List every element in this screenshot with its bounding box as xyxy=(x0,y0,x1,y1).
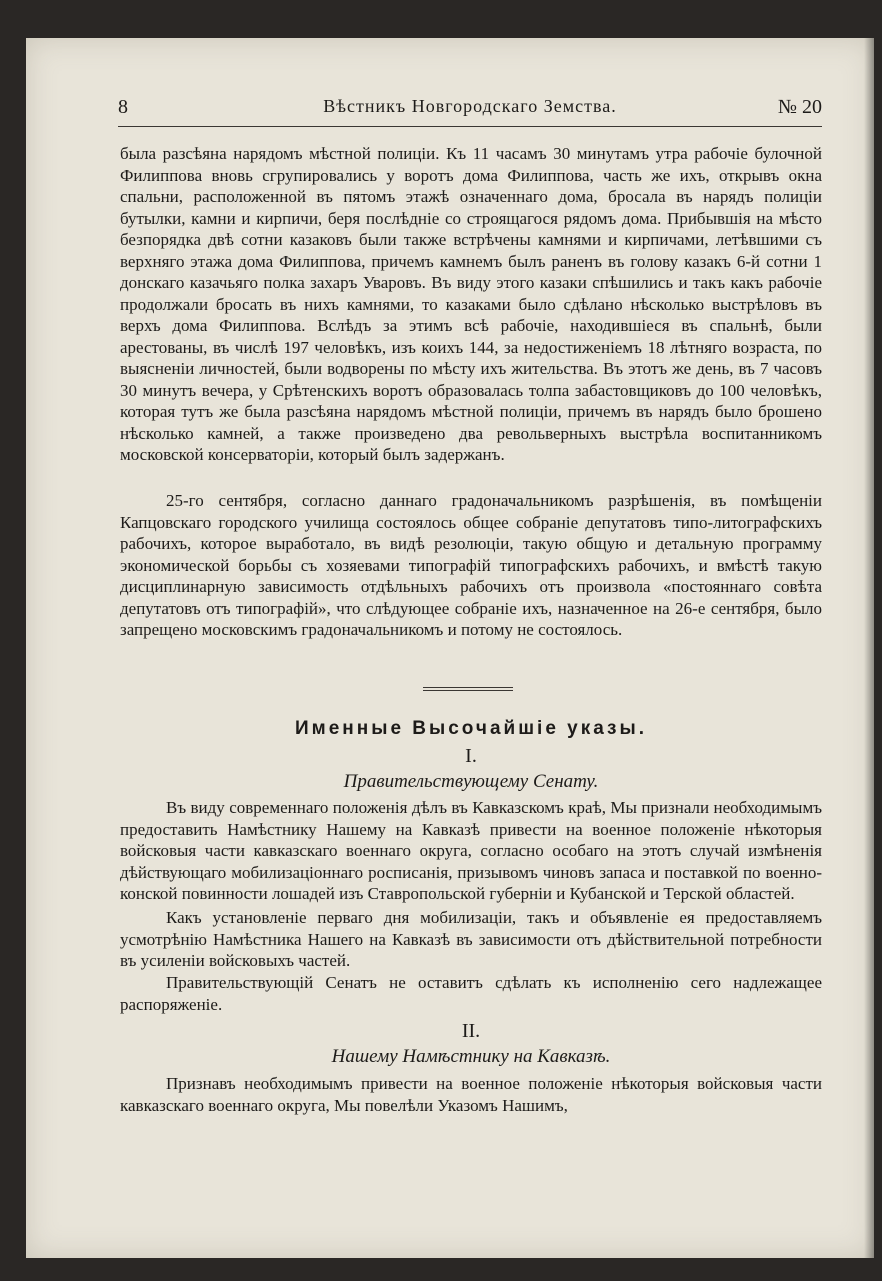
journal-title: Вѣстникъ Новгородскаго Земства. xyxy=(323,96,617,116)
decree-2-paragraph-1: Признавъ необходимымъ привести на военное положеніе нѣкоторыя войсковыя части кавказскаго военнаго округа, Мы повелѣли Указомъ Нашимъ, xyxy=(120,1074,822,1115)
part-2-numeral: II. xyxy=(461,1020,481,1042)
book-page xyxy=(26,38,874,1258)
page-number: 8 xyxy=(118,96,128,118)
section-divider xyxy=(423,687,513,693)
decree-1-paragraph-3: Правительствующій Сенатъ не оставитъ сдѣлать къ исполненію сего надлежащее распоряженіе. xyxy=(120,973,822,1014)
page-edge-shadow xyxy=(864,38,874,1258)
part-2-addressee: Нашему Намѣстнику на Кавказѣ. xyxy=(331,1046,611,1067)
issue-number: № 20 xyxy=(777,96,822,118)
header-rule xyxy=(118,126,822,127)
body-paragraph-2: 25-го сентября, согласно даннаго градоначальникомъ разрѣшенія, въ помѣщеніи Капцовскаго городского училища состоялось общее собраніе депутатовъ типо-литографскихъ рабочихъ, которое выработало, въ видѣ резолюціи, такую общую и детальную программу экономической борьбы съ хозяевами типографій типографскихъ рабочихъ, и вмѣстѣ такую дисциплинарную зависимость отдѣльныхъ рабочихъ отъ произвола «постояннаго совѣта депутатовъ отъ типографій», что слѣдующее собраніе ихъ, назначенное на 26-е сентября, было запрещено московскимъ градоначальникомъ и потому не состоялось. xyxy=(120,491,822,639)
decree-1-paragraph-2: Какъ установленіе перваго дня мобилизаціи, такъ и объявленіе ея предоставляемъ усмотрѣнію Намѣстника Нашего на Кавказѣ въ зависимости отъ дѣйствительной потребности въ усиленіи войсковыхъ частей. xyxy=(120,908,822,970)
part-1-numeral: I. xyxy=(465,745,477,767)
part-1-addressee: Правительствующему Сенату. xyxy=(343,771,599,792)
section-title: Именные Высочайшіе указы. xyxy=(294,718,647,739)
decree-1-paragraph-1: Въ виду современнаго положенія дѣлъ въ Кавказскомъ краѣ, Мы признали необходимымъ предоставить Намѣстнику Нашему на Кавказѣ привести на военное положеніе нѣкоторыя войсковыя части кавказскаго военнаго округа, согласно особаго на этотъ случай измѣненія дѣйствующаго мобилизаціоннаго росписанія, призывомъ чиновъ запаса и поставкой по военно-конской повинности лошадей изъ Ставропольской губерніи и Кубанской и Терской областей. xyxy=(120,798,822,903)
running-header xyxy=(118,92,822,126)
body-paragraph-1: была разсѣяна нарядомъ мѣстной полиціи. Къ 11 часамъ 30 минутамъ утра рабочіе булочной Филиппова вновь сгрупировались у воротъ дома Филиппова, часть же ихъ, открывъ окна спальни, расположенной въ пятомъ этажѣ означеннаго дома, бросала въ нарядъ полиціи бутылки, камни и кирпичи, беря послѣдніе со строящагося рядомъ дома. Прибывшія на мѣсто безпорядка двѣ сотни казаковъ были также встрѣчены камнями и кирпичами, летѣвшими съ верхняго этажа дома Филиппова, причемъ камнемъ былъ раненъ въ голову казакъ 6-й сотни 1 донскаго казачьяго полка захаръ Уваровъ. Въ виду этого казаки спѣшились и такъ какъ рабочіе продолжали бросать въ нихъ камнями, то казаками было сдѣлано нѣсколько выстрѣловъ въ верхъ дома Филиппова. Вслѣдъ за этимъ всѣ рабочіе, находившіеся въ спальнѣ, были арестованы, въ числѣ 197 человѣкъ, изъ коихъ 144, за недостиженіемъ 18 лѣтняго возраста, по выясненіи личностей, были водворены по мѣсту ихъ жительства. Въ этотъ же день, въ 7 часовъ 30 минутъ вечера, у Срѣтенскихъ воротъ образовалась толпа забастовщиковъ до 100 человѣкъ, которая тутъ же была разсѣяна нарядомъ мѣстной полиціи, причемъ въ нарядъ было брошено нѣсколько камней, а также произведено два револьверныхъ выстрѣла воспитанникомъ московской консерваторіи, который былъ задержанъ. xyxy=(120,144,822,464)
